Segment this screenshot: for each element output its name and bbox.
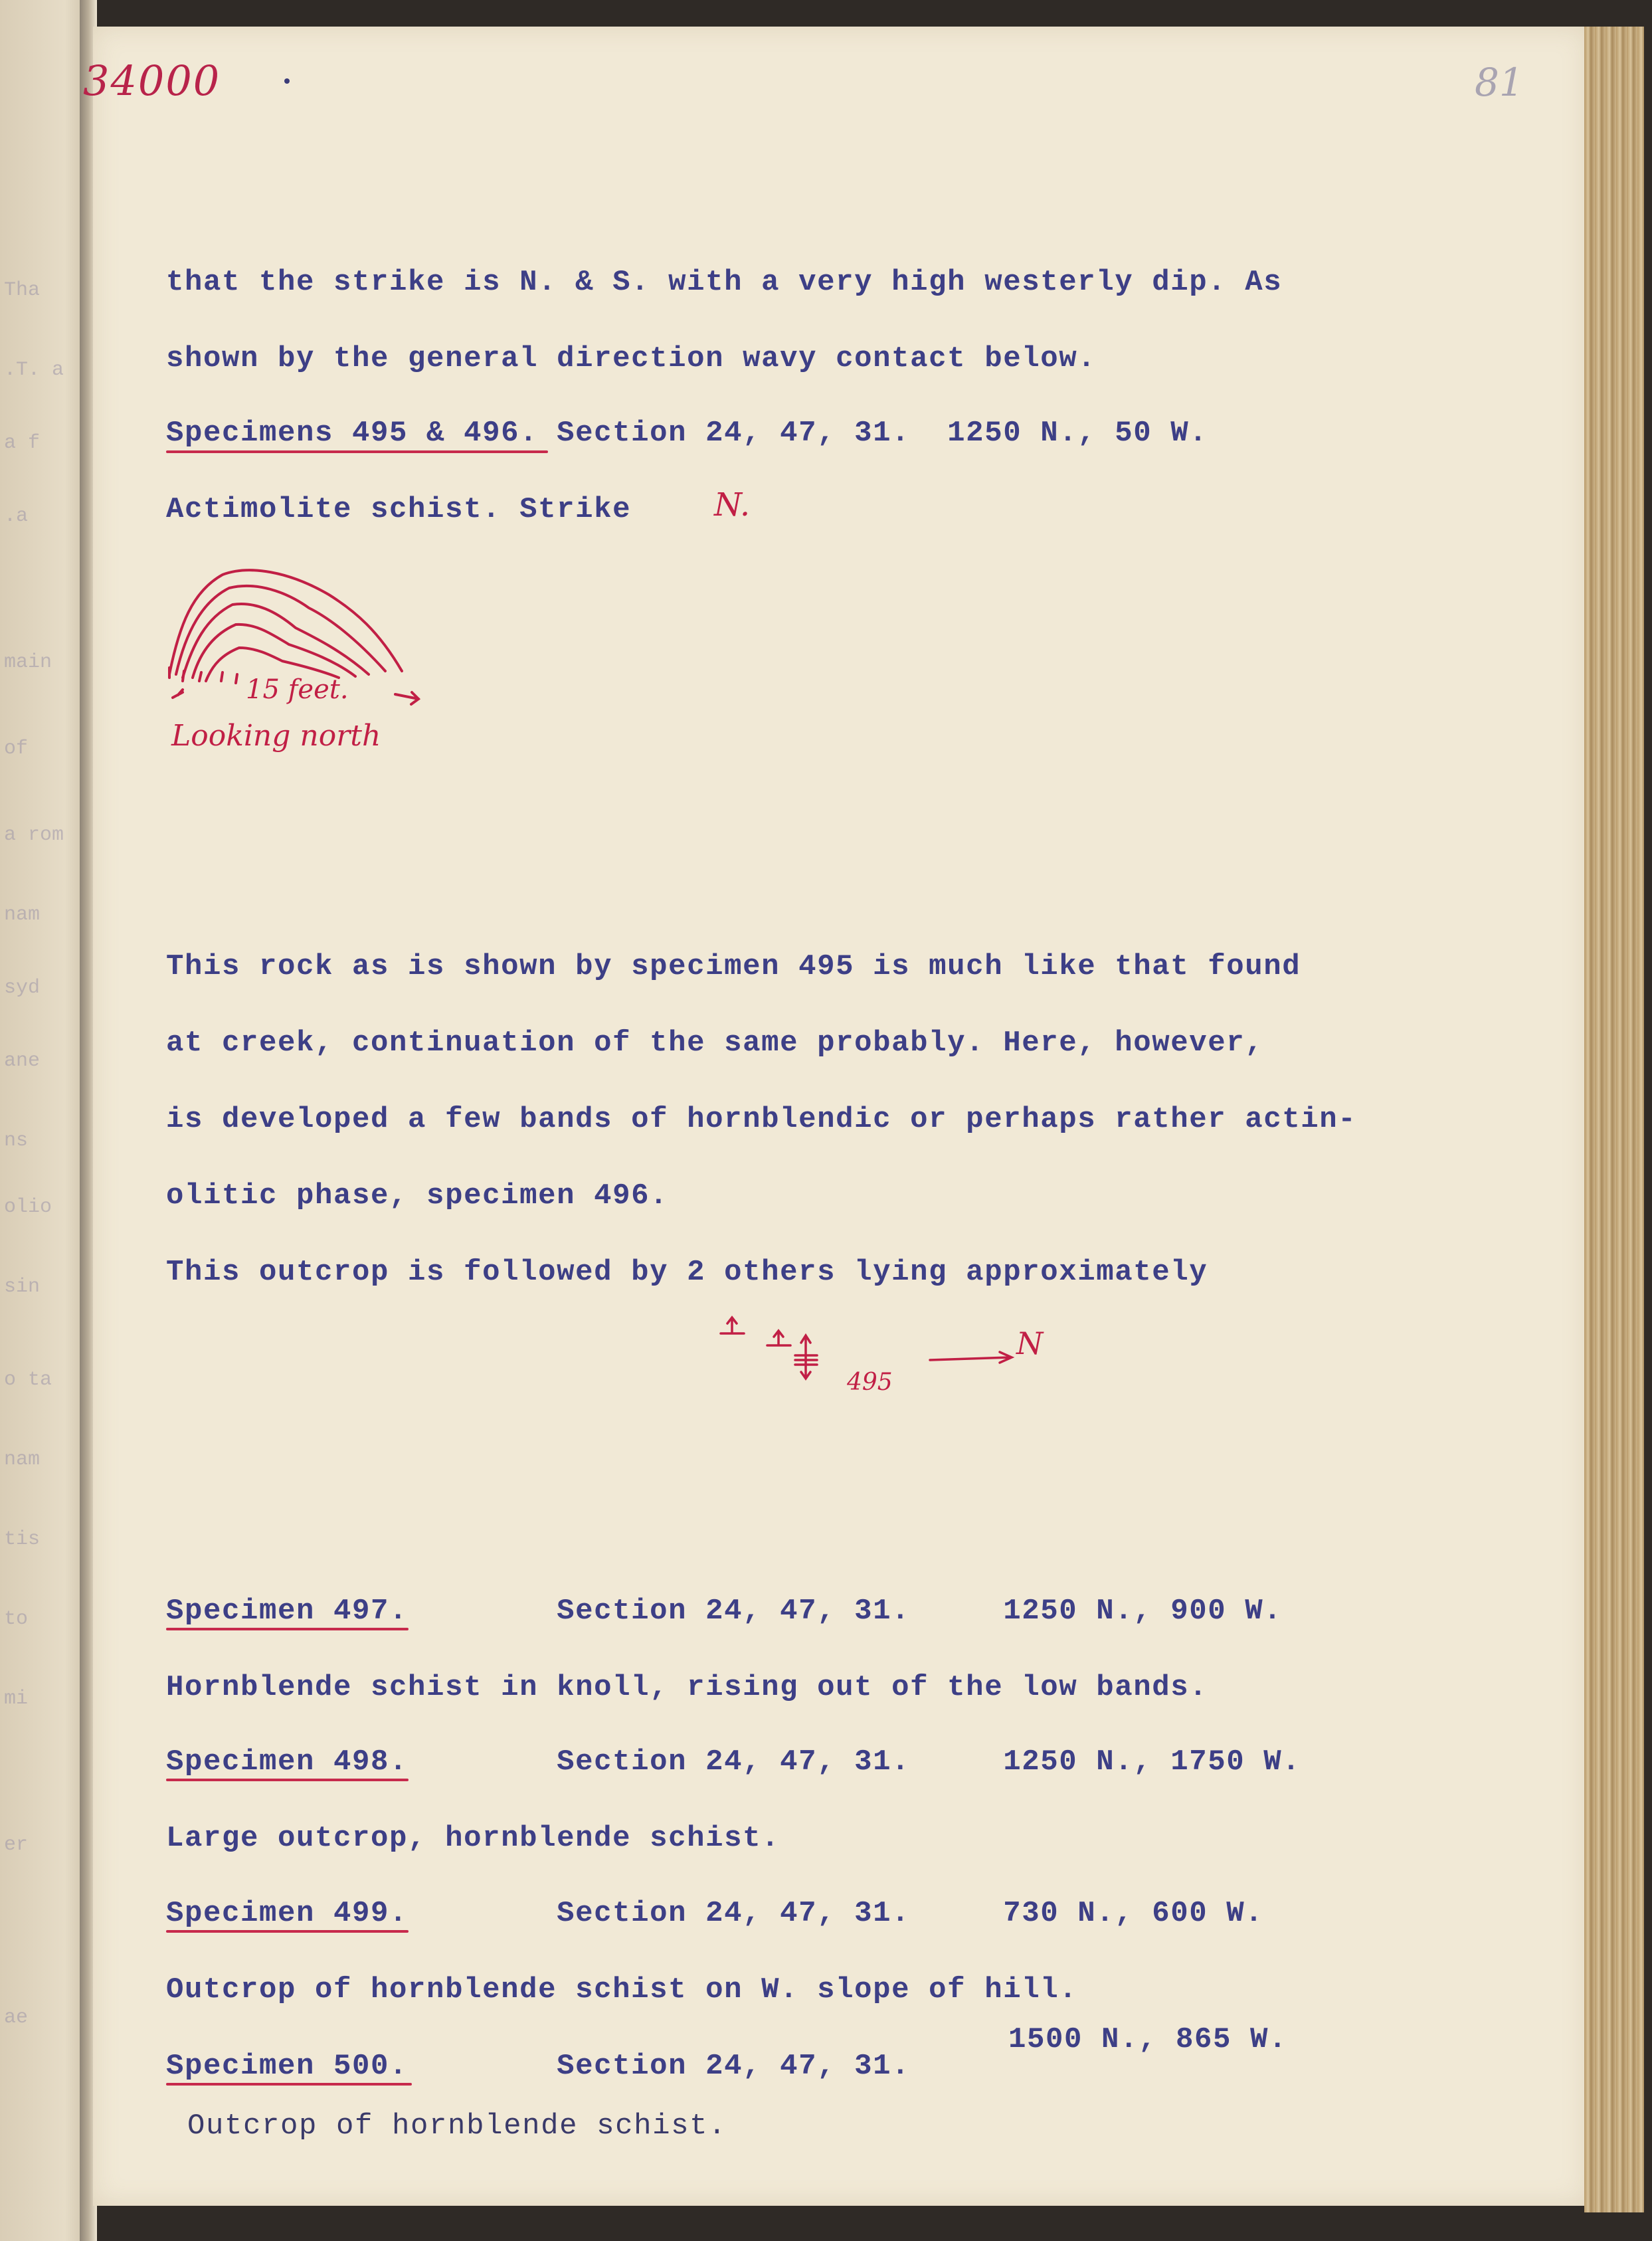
- specimen-entry: Specimen 497. Section 24, 47, 31. 1250 N., 900 W.: [166, 1595, 1283, 1628]
- sketch-caption: Looking north: [171, 719, 381, 753]
- specimen-entry: Specimen 498. Section 24, 47, 31. 1250 N., 1750 W.: [166, 1745, 1301, 1779]
- text-line: at creek, continuation of the same probably. Here, however,: [166, 1026, 1264, 1060]
- facing-page-edge: Tha .T. a a f .a main of a rom nam syd ane ns olio sin o ta nam tis to mi er ae: [0, 0, 93, 2241]
- text-line: Hornblende schist in knoll, rising out of the low bands.: [166, 1671, 1208, 1704]
- text-line: shown by the general direction wavy contact below.: [166, 342, 1097, 375]
- red-underline: [166, 450, 548, 453]
- text-line: is developed a few bands of hornblendic or perhaps rather actin-: [166, 1103, 1357, 1136]
- sketch-width-label: 15 feet.: [246, 674, 349, 705]
- red-underline: [166, 1779, 409, 1781]
- text-line: Actimolite schist. Strike: [166, 493, 632, 526]
- text-line: This rock as is shown by specimen 495 is much like that found: [166, 950, 1301, 983]
- text-line: Outcrop of hornblende schist on W. slope of hill.: [166, 1973, 1078, 2006]
- text-line: that the strike is N. & S. with a very high westerly dip. As: [166, 266, 1283, 299]
- specimen-entry: Specimen 499. Section 24, 47, 31. 730 N., 600 W.: [166, 1897, 1264, 1930]
- outcrop-arrow-label: N: [1016, 1325, 1044, 1361]
- red-underline: [166, 1628, 409, 1630]
- ink-dot: [284, 78, 290, 84]
- text-line: This outcrop is followed by 2 others lying approximately: [166, 1256, 1208, 1289]
- stamp-number: 34000: [83, 56, 221, 105]
- specimen-entry: Specimen 500. Section 24, 47, 31.: [166, 2050, 911, 2083]
- outcrop-specimen-label: 495: [847, 1369, 893, 1396]
- coordinate-text: 1500 N., 865 W.: [1008, 2023, 1288, 2056]
- red-underline: [166, 2083, 412, 2086]
- page-stack-edges: [1584, 27, 1644, 2212]
- text-line: Specimens 495 & 496. Section 24, 47, 31. 1250 N., 50 W.: [166, 417, 1208, 450]
- text-line: Large outcrop, hornblende schist.: [166, 1822, 780, 1855]
- red-underline: [166, 1930, 409, 1933]
- text-line: Outcrop of hornblende schist.: [187, 2109, 727, 2143]
- text-line: olitic phase, specimen 496.: [166, 1179, 669, 1213]
- strike-annotation: N.: [714, 486, 751, 524]
- page-number: 81: [1475, 60, 1524, 105]
